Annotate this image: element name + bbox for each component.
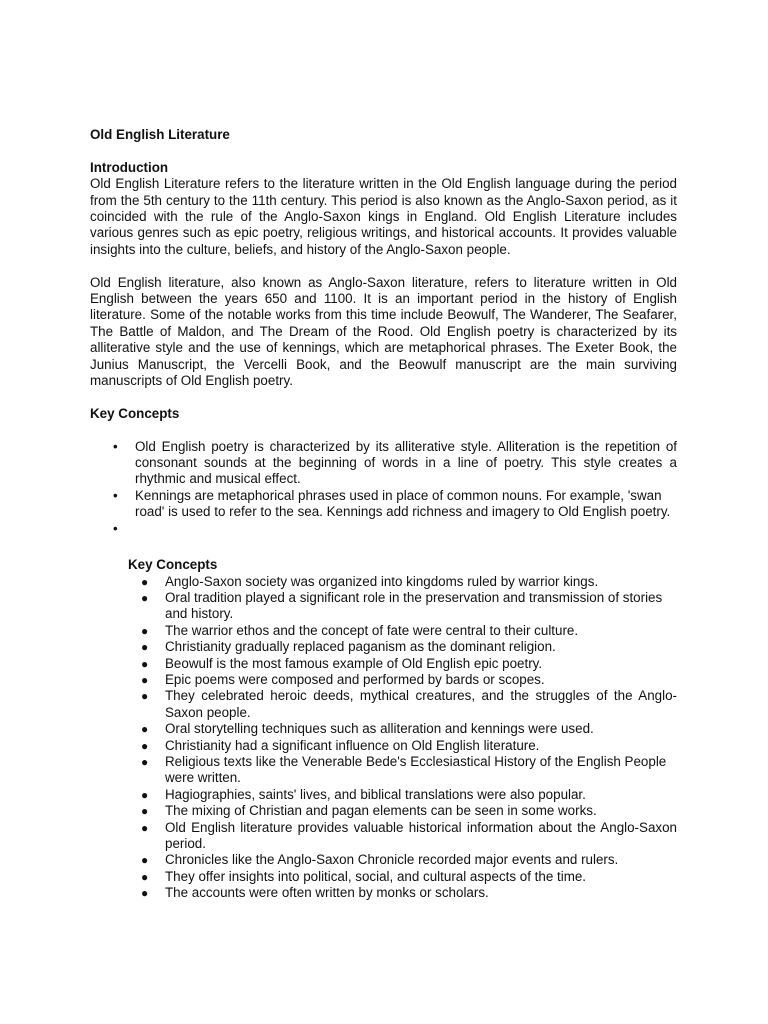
bullet-icon: ● <box>141 886 149 901</box>
bullet-icon: ● <box>141 804 149 819</box>
list-item-text: Anglo-Saxon society was organized into kingdoms ruled by warrior kings. <box>165 573 599 589</box>
key-concepts-list <box>90 439 677 537</box>
list-item-text: Chronicles like the Anglo-Saxon Chronicle recorded major events and rulers. <box>165 852 619 868</box>
list-item-text: Christianity gradually replaced paganism as the dominant religion. <box>165 639 556 655</box>
list-item <box>128 738 677 754</box>
bullet-icon: • <box>113 438 118 454</box>
list-item <box>90 439 677 488</box>
list-item <box>128 574 677 590</box>
bullet-icon: ● <box>141 590 149 605</box>
overview-paragraph: Old English literature, also known as Anglo-Saxon literature, refers to literature written in Old English between the years 650 and 1100. It is an important period in the history of English literature. Some of the notable works from this time include Beowulf, The Wanderer, The Seafarer, The Battle of Maldon, and The Dream of the Rood. Old English poetry is characterized by its alliterative style and the use of kennings, which are metaphorical phrases. The Exeter Book, the Junius Manuscript, the Vercelli Book, and the Beowulf manuscript are the main surviving manuscripts of Old English poetry. <box>90 274 677 389</box>
bullet-icon: • <box>113 520 118 536</box>
list-item-text: Oral tradition played a significant role in the preservation and transmission of stories and history. <box>165 589 663 622</box>
spacer <box>90 389 677 405</box>
bullet-icon: ● <box>141 787 149 802</box>
bullet-icon: ● <box>141 640 149 655</box>
bullet-icon: ● <box>141 672 149 687</box>
key-concepts-section-2 <box>128 557 677 902</box>
list-item-text: The mixing of Christian and pagan elements can be seen in some works. <box>165 803 597 819</box>
list-item <box>128 590 677 623</box>
bullet-icon: • <box>113 487 118 503</box>
bullet-icon: ● <box>141 574 149 589</box>
key-concepts-list-2 <box>128 574 677 902</box>
list-item <box>128 852 677 868</box>
list-item <box>128 803 677 819</box>
list-item-text: Beowulf is the most famous example of Old English epic poetry. <box>165 655 543 671</box>
list-item <box>128 754 677 787</box>
spacer <box>90 143 677 159</box>
introduction-paragraph: Old English Literature refers to the literature written in the Old English language during the period from the 5th century to the 11th century. This period is also known as the Anglo-Saxon period, as it coincided with the rule of the Anglo-Saxon kings in England. Old English Literature includes various genres such as epic poetry, religious writings, and historical accounts. It provides valuable insights into the culture, beliefs, and history of the Anglo-Saxon people. <box>90 176 677 257</box>
list-item <box>128 721 677 737</box>
list-item-text: Christianity had a significant influence on Old English literature. <box>165 737 540 753</box>
bullet-icon: ● <box>141 820 149 835</box>
list-item-text: The accounts were often written by monks or scholars. <box>165 885 489 901</box>
bullet-icon: ● <box>141 722 149 737</box>
spacer <box>90 258 677 274</box>
list-item <box>128 869 677 885</box>
list-item <box>128 820 677 853</box>
document-page <box>90 127 677 902</box>
list-item <box>128 639 677 655</box>
bullet-icon: ● <box>141 754 149 769</box>
list-item <box>90 521 677 537</box>
list-item <box>128 787 677 803</box>
bullet-icon: ● <box>141 853 149 868</box>
list-item-text: Old English literature provides valuable historical information about the Anglo-Saxon period. <box>165 819 677 851</box>
bullet-icon: ● <box>141 623 149 638</box>
introduction-heading: Introduction <box>90 159 169 175</box>
bullet-icon: ● <box>141 656 149 671</box>
bullet-icon: ● <box>141 689 149 704</box>
list-item-text: The warrior ethos and the concept of fate were central to their culture. <box>165 622 579 638</box>
document-title: Old English Literature <box>90 127 230 142</box>
list-item-text: They offer insights into political, social, and cultural aspects of the time. <box>165 868 587 884</box>
bullet-icon: ● <box>141 738 149 753</box>
list-item-text: Old English poetry is characterized by its alliterative style. Alliteration is the repetition of consonant sounds at the beginning of words in a line of poetry. This style creates a rhythmic and musical effect. <box>135 438 677 487</box>
list-item <box>128 623 677 639</box>
list-item-text: Epic poems were composed and performed by bards or scopes. <box>165 671 545 687</box>
list-item <box>128 688 677 721</box>
list-item <box>128 885 677 901</box>
list-item-text: They celebrated heroic deeds, mythical creatures, and the struggles of the Anglo-Saxon people. <box>165 688 677 720</box>
list-item-text: Oral storytelling techniques such as alliteration and kennings were used. <box>165 721 594 737</box>
list-item-text <box>135 521 677 537</box>
list-item <box>128 672 677 688</box>
list-item <box>128 656 677 672</box>
list-item-text: Kennings are metaphorical phrases used in place of common nouns. For example, 'swan road' is used to refer to the sea. Kennings add richness and imagery to Old English poetry. <box>135 487 671 520</box>
list-item <box>90 488 677 521</box>
bullet-icon: ● <box>141 869 149 884</box>
key-concepts-heading-2: Key Concepts <box>128 557 218 573</box>
list-item-text: Religious texts like the Venerable Bede's Ecclesiastical History of the English People were written. <box>165 753 667 786</box>
spacer <box>90 422 677 438</box>
list-item-text: Hagiographies, saints' lives, and biblical translations were also popular. <box>165 786 586 802</box>
key-concepts-heading: Key Concepts <box>90 405 180 421</box>
